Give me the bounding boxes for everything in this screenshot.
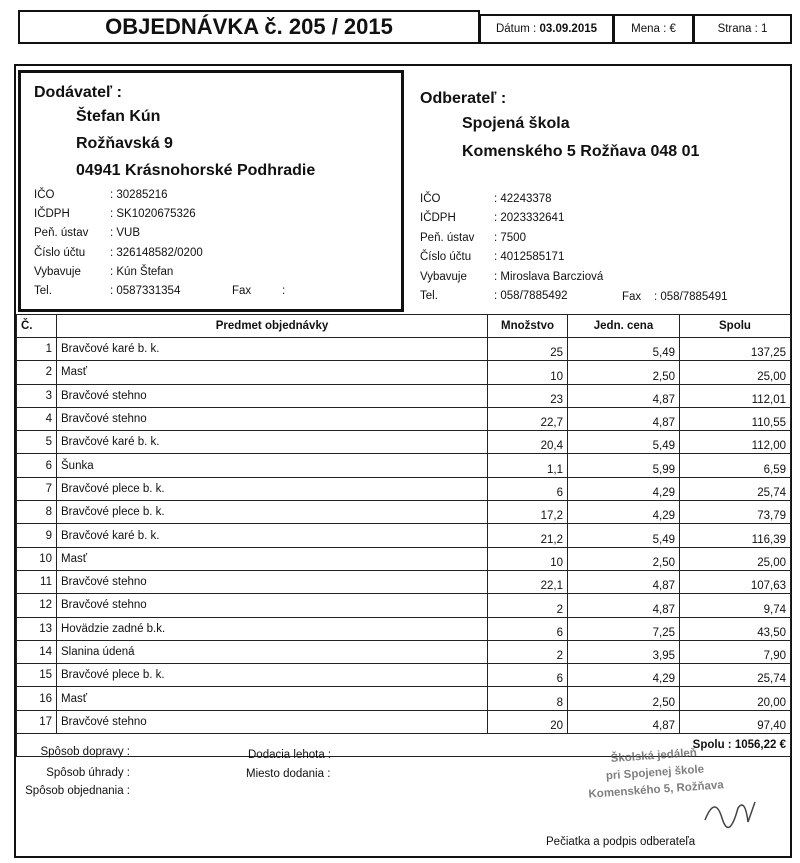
unit-price: 2,50 xyxy=(568,687,680,710)
table-row xyxy=(17,594,791,617)
supplier-field-key: IČDPH xyxy=(34,208,70,221)
table-row xyxy=(17,547,791,570)
quantity: 2 xyxy=(488,594,568,617)
quantity: 22,1 xyxy=(488,570,568,593)
customer-field-key: Peň. ústav xyxy=(420,231,475,244)
customer-field-key: Vybavuje xyxy=(420,270,467,283)
unit-price: 4,87 xyxy=(568,407,680,430)
quantity: 23 xyxy=(488,384,568,407)
line-total: 6,59 xyxy=(680,454,791,477)
stamp-line-2: pri Spojenej škole xyxy=(605,763,705,783)
item-name: Bravčové stehno xyxy=(57,570,488,593)
date-label: Dátum : xyxy=(495,23,537,35)
item-name: Masť xyxy=(57,687,488,710)
quantity: 20 xyxy=(488,710,568,733)
customer-field-value: : 058/7885492 xyxy=(494,290,568,302)
customer-field-value: : 7500 xyxy=(494,231,526,244)
supplier-street: Rožňavská 9 xyxy=(76,135,173,152)
supplier-field-value: : 30285216 xyxy=(110,189,168,201)
customer-field-value: : 2023332641 xyxy=(494,212,565,225)
row-number: 13 xyxy=(17,617,57,640)
supplier-field-value: : VUB xyxy=(110,227,141,240)
signature-label: Pečiatka a podpis odberateľa xyxy=(546,836,696,848)
unit-price: 4,29 xyxy=(568,501,680,524)
row-number: 1 xyxy=(17,338,57,361)
row-number: 17 xyxy=(17,710,57,733)
currency-box: Mena : € xyxy=(614,14,694,44)
table-row xyxy=(17,501,791,524)
table-row xyxy=(17,687,791,710)
unit-price: 4,87 xyxy=(568,710,680,733)
quantity: 21,2 xyxy=(488,524,568,547)
payment-method-label: Spôsob úhrady : xyxy=(46,767,130,779)
col-header-unit-price: Jedn. cena xyxy=(568,315,680,338)
row-number: 2 xyxy=(17,361,57,384)
stamp-line-3: Komenského 5, Rožňava xyxy=(588,779,725,801)
supplier-field-value: : 0587331354 xyxy=(110,285,181,297)
row-number: 15 xyxy=(17,664,57,687)
table-row xyxy=(17,524,791,547)
grand-total: Spolu : 1056,22 € xyxy=(17,734,791,757)
supplier-field-key: Tel. xyxy=(34,285,52,297)
quantity: 10 xyxy=(488,547,568,570)
item-name: Bravčové plece b. k. xyxy=(57,664,488,687)
line-total: 43,50 xyxy=(680,617,791,640)
unit-price: 3,95 xyxy=(568,640,680,663)
quantity: 8 xyxy=(488,687,568,710)
delivery-deadline-label: Dodacia lehota : xyxy=(248,749,332,761)
table-row xyxy=(17,477,791,500)
item-name: Bravčové karé b. k. xyxy=(57,431,488,454)
item-name: Bravčové stehno xyxy=(57,384,488,407)
customer-field-value: : 4012585171 xyxy=(494,251,565,264)
date-value: 03.09.2015 xyxy=(539,23,598,35)
line-total: 25,74 xyxy=(680,477,791,500)
col-header-no: Č. xyxy=(17,315,57,338)
table-row xyxy=(17,407,791,430)
row-number: 7 xyxy=(17,477,57,500)
supplier-city: 04941 Krásnohorské Podhradie xyxy=(76,162,316,179)
customer-field-value: : Miroslava Barcziová xyxy=(494,270,604,283)
item-name: Bravčové stehno xyxy=(57,594,488,617)
supplier-field-key: Peň. ústav xyxy=(34,227,89,240)
transport-method-label: Spôsob dopravy : xyxy=(40,746,130,758)
unit-price: 5,49 xyxy=(568,338,680,361)
items-table xyxy=(16,314,791,757)
line-total: 20,00 xyxy=(680,687,791,710)
supplier-field-key: Číslo účtu xyxy=(34,246,86,259)
line-total: 137,25 xyxy=(680,338,791,361)
line-total: 116,39 xyxy=(680,524,791,547)
row-number: 4 xyxy=(17,407,57,430)
customer-field-value: : 42243378 xyxy=(494,193,552,205)
item-name: Masť xyxy=(57,361,488,384)
line-total: 107,63 xyxy=(680,570,791,593)
supplier-field-value: : 326148582/0200 xyxy=(110,246,203,259)
row-number: 5 xyxy=(17,431,57,454)
table-row xyxy=(17,640,791,663)
table-row xyxy=(17,617,791,640)
quantity: 10 xyxy=(488,361,568,384)
supplier-field-key: Vybavuje xyxy=(34,265,81,278)
table-row xyxy=(17,664,791,687)
quantity: 6 xyxy=(488,664,568,687)
table-row xyxy=(17,454,791,477)
line-total: 25,74 xyxy=(680,664,791,687)
line-total: 112,01 xyxy=(680,384,791,407)
quantity: 25 xyxy=(488,338,568,361)
unit-price: 4,29 xyxy=(568,477,680,500)
row-number: 11 xyxy=(17,570,57,593)
quantity: 17,2 xyxy=(488,501,568,524)
row-number: 14 xyxy=(17,640,57,663)
item-name: Bravčové karé b. k. xyxy=(57,338,488,361)
table-row xyxy=(17,338,791,361)
table-row xyxy=(17,361,791,384)
quantity: 6 xyxy=(488,477,568,500)
supplier-field-key: IČO xyxy=(34,189,55,201)
quantity: 22,7 xyxy=(488,407,568,430)
row-number: 3 xyxy=(17,384,57,407)
supplier-field-value: : SK1020675326 xyxy=(110,208,196,221)
item-name: Masť xyxy=(57,547,488,570)
signature-scribble xyxy=(700,790,760,830)
row-number: 10 xyxy=(17,547,57,570)
unit-price: 7,25 xyxy=(568,617,680,640)
item-name: Slanina údená xyxy=(57,640,488,663)
unit-price: 4,87 xyxy=(568,384,680,407)
col-header-qty: Množstvo xyxy=(488,315,568,338)
customer-field-key: Tel. xyxy=(420,290,438,302)
order-title: OBJEDNÁVKA č. 205 / 2015 xyxy=(18,10,480,44)
item-name: Šunka xyxy=(57,454,488,477)
item-name: Bravčové karé b. k. xyxy=(57,524,488,547)
customer-address: Komenského 5 Rožňava 048 01 xyxy=(462,143,700,160)
row-number: 16 xyxy=(17,687,57,710)
supplier-fax-label: Fax xyxy=(232,285,252,297)
quantity: 20,4 xyxy=(488,431,568,454)
item-name: Bravčové stehno xyxy=(57,710,488,733)
stamp-line-1: Školská jedáleň xyxy=(610,747,698,766)
page-box: Strana : 1 xyxy=(694,14,792,44)
unit-price: 4,87 xyxy=(568,570,680,593)
item-name: Bravčové plece b. k. xyxy=(57,501,488,524)
item-name: Hovädzie zadné b.k. xyxy=(57,617,488,640)
table-row xyxy=(17,570,791,593)
row-number: 9 xyxy=(17,524,57,547)
table-header-row xyxy=(17,315,791,338)
unit-price: 4,87 xyxy=(568,594,680,617)
row-number: 6 xyxy=(17,454,57,477)
unit-price: 2,50 xyxy=(568,361,680,384)
table-row xyxy=(17,710,791,733)
line-total: 97,40 xyxy=(680,710,791,733)
col-header-item: Predmet objednávky xyxy=(57,315,488,338)
table-row xyxy=(17,431,791,454)
quantity: 2 xyxy=(488,640,568,663)
supplier-label: Dodávateľ : xyxy=(34,84,122,101)
unit-price: 5,49 xyxy=(568,431,680,454)
unit-price: 5,49 xyxy=(568,524,680,547)
line-total: 110,55 xyxy=(680,407,791,430)
item-name: Bravčové plece b. k. xyxy=(57,477,488,500)
unit-price: 2,50 xyxy=(568,547,680,570)
line-total: 73,79 xyxy=(680,501,791,524)
customer-fax: Fax : 058/7885491 xyxy=(622,291,728,303)
table-row xyxy=(17,384,791,407)
row-number: 8 xyxy=(17,501,57,524)
supplier-fax-value: : xyxy=(282,285,286,297)
unit-price: 5,99 xyxy=(568,454,680,477)
supplier-field-value: : Kún Štefan xyxy=(110,265,174,278)
row-number: 12 xyxy=(17,594,57,617)
order-method-label: Spôsob objednania : xyxy=(25,785,130,797)
date-box xyxy=(480,14,614,44)
customer-field-key: Číslo účtu xyxy=(420,251,472,264)
unit-price: 4,29 xyxy=(568,664,680,687)
line-total: 7,90 xyxy=(680,640,791,663)
customer-field-key: IČO xyxy=(420,193,441,205)
customer-name: Spojená škola xyxy=(462,115,570,132)
quantity: 6 xyxy=(488,617,568,640)
delivery-place-label: Miesto dodania : xyxy=(246,768,331,780)
item-name: Bravčové stehno xyxy=(57,407,488,430)
customer-label: Odberateľ : xyxy=(420,90,507,107)
line-total: 25,00 xyxy=(680,361,791,384)
line-total: 112,00 xyxy=(680,431,791,454)
customer-field-key: IČDPH xyxy=(420,212,456,225)
col-header-total: Spolu xyxy=(680,315,791,338)
line-total: 25,00 xyxy=(680,547,791,570)
supplier-name: Štefan Kún xyxy=(76,108,161,125)
quantity: 1,1 xyxy=(488,454,568,477)
line-total: 9,74 xyxy=(680,594,791,617)
